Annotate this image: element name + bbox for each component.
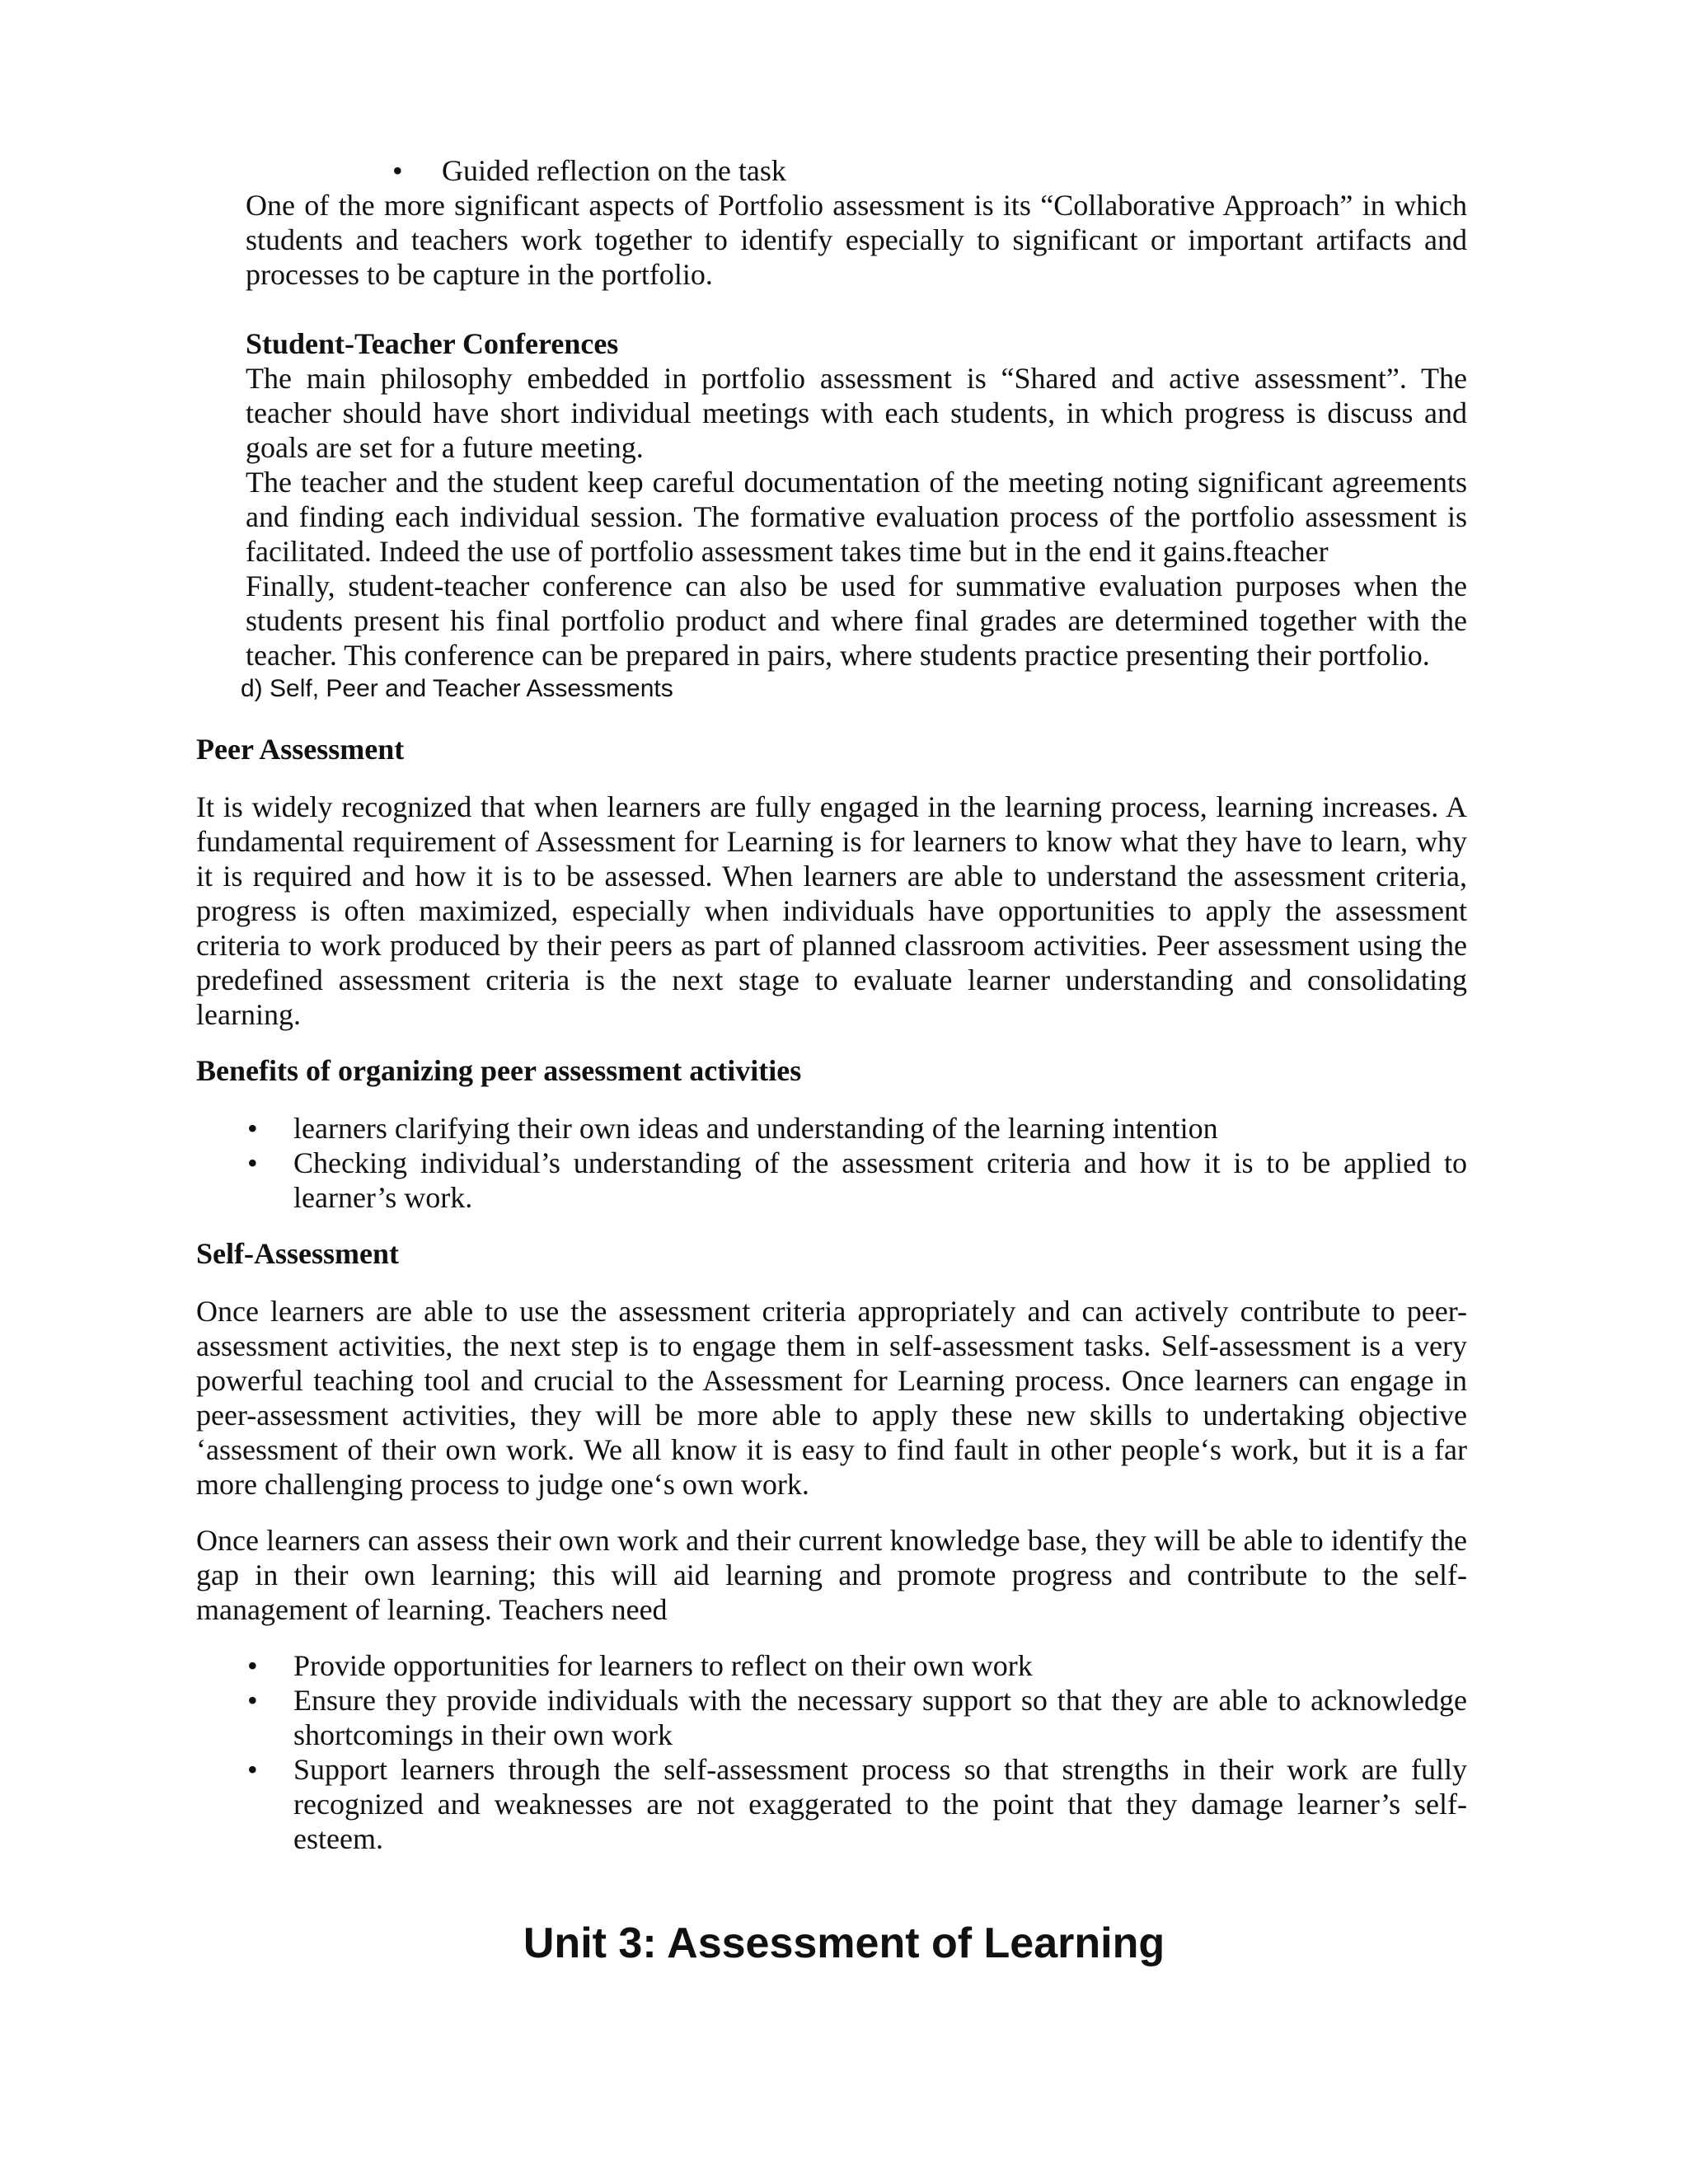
assessment-section bbox=[196, 732, 1467, 1877]
list-item: • Checking individual’s understanding of the assessment criteria and how it is to be applied to learner’s work. bbox=[247, 1146, 1467, 1214]
unit-title: Unit 3: Assessment of Learning bbox=[523, 1919, 1165, 1967]
peer-assessment-heading: Peer Assessment bbox=[196, 733, 405, 766]
teacher-needs-list bbox=[196, 1648, 1467, 1856]
teachers-need-paragraph: Once learners can assess their own work and their current knowledge base, they will be able to identify the gap in their own learning; this will aid learning and promote progress and contribute to the self-management of learning. Teachers need bbox=[196, 1524, 1467, 1626]
list-item: • learners clarifying their own ideas and understanding of the learning intention bbox=[247, 1112, 1218, 1145]
bullet-icon: • bbox=[247, 1112, 258, 1145]
benefits-heading: Benefits of organizing peer assessment activities bbox=[196, 1054, 802, 1087]
bullet-icon: • bbox=[247, 1649, 258, 1682]
portfolio-section bbox=[241, 153, 1467, 705]
summative-evaluation-paragraph: Finally, student-teacher conference can also be used for summative evaluation purposes when the students present his final portfolio product and where final grades are determined together with the teacher. This conference can be prepared in pairs, where students practice presenting their portfolio. bbox=[246, 569, 1467, 672]
bullet-icon: • bbox=[247, 1753, 258, 1786]
list-item bbox=[246, 153, 1467, 188]
spacer bbox=[246, 292, 1467, 326]
collaborative-approach-paragraph: One of the more significant aspects of Portfolio assessment is its “Collaborative Approach” in which students and teachers work together to identify especially to significant or important artifacts and processes to be capture in the portfolio. bbox=[246, 189, 1467, 291]
bullet-icon: • bbox=[247, 1146, 258, 1179]
shared-assessment-paragraph: The main philosophy embedded in portfolio assessment is “Shared and active assessment”. The teacher should have short individual meetings with each students, in which progress is discuss and goals are set for a future meeting. bbox=[246, 362, 1467, 464]
self-assessment-heading: Self-Assessment bbox=[196, 1237, 399, 1270]
list-item: • Provide opportunities for learners to reflect on their own work bbox=[247, 1649, 1033, 1682]
peer-assessment-paragraph: It is widely recognized that when learners are fully engaged in the learning process, learning increases. A fundamental requirement of Assessment for Learning is for learners to know what they have to learn, why it is required and how it is to be assessed. When learners are able to understand the assessment criteria, progress is often maximized, especially when individuals have opportunities to apply the assessment criteria to work produced by their peers as part of planned classroom activities. Peer assessment using the predefined assessment criteria is the next stage to evaluate learner understanding and consolidating learning. bbox=[196, 790, 1467, 1031]
list-item: • Support learners through the self-assessment process so that strengths in their work are fully recognized and weaknesses are not exaggerated to the point that they damage learner’s self-esteem. bbox=[247, 1753, 1467, 1855]
student-teacher-conferences-heading: Student-Teacher Conferences bbox=[246, 327, 619, 360]
benefits-list bbox=[196, 1111, 1467, 1215]
bullet-icon: • bbox=[392, 154, 403, 187]
section-label: d) Self, Peer and Teacher Assessments bbox=[241, 675, 673, 702]
guided-reflection-text: Guided reflection on the task bbox=[442, 154, 786, 187]
self-assessment-paragraph: Once learners are able to use the assessment criteria appropriately and can actively contribute to peer-assessment activities, the next step is to engage them in self-assessment tasks. Self-assessment is a very powerful teaching tool and crucial to the Assessment for Learning process. Once learners can engage in peer-assessment activities, they will be more able to apply these new skills to undertaking objective ‘assessment of their own work. We all know it is easy to find fault in other people‘s work, but it is a far more challenging process to judge one‘s own work. bbox=[196, 1295, 1467, 1501]
list-item: • Ensure they provide individuals with the necessary support so that they are able to acknowledge shortcomings in their own work bbox=[247, 1684, 1467, 1751]
documentation-paragraph: The teacher and the student keep careful documentation of the meeting noting significant agreements and finding each individual session. The formative evaluation process of the portfolio assessment is facilitated. Indeed the use of portfolio assessment takes time but in the end it gains.fteacher bbox=[246, 466, 1467, 568]
bullet-icon: • bbox=[247, 1684, 258, 1717]
